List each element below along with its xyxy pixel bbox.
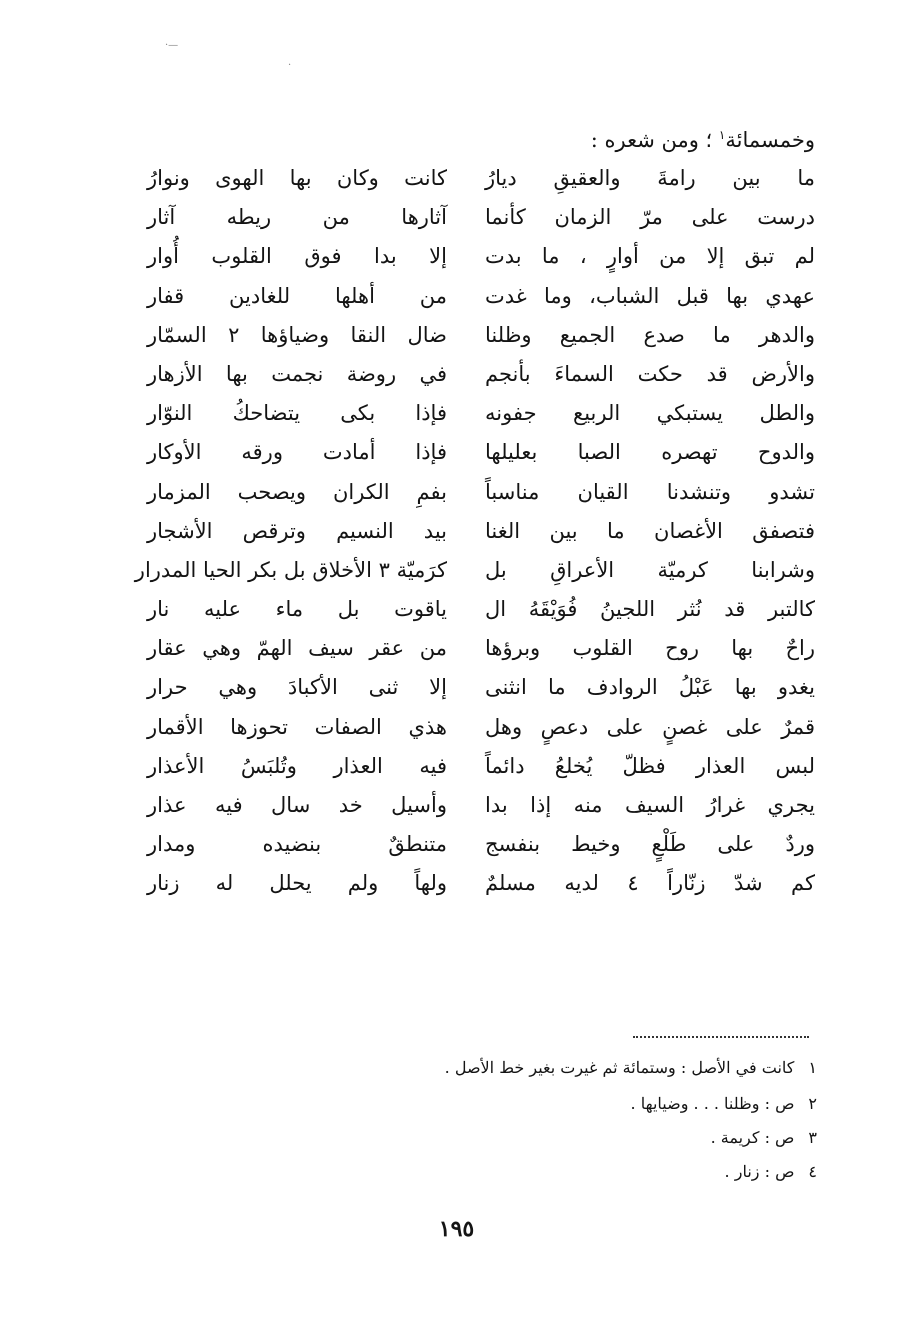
poem-verse [148,591,815,630]
poem-verse [148,748,815,787]
footnote-number: ٣ [808,1128,817,1147]
intro-text: وخمسمائة [725,128,815,152]
poem-verse [148,513,815,552]
verse-second-hemistich: ضال النقا وضياؤها ٢ السمّار [147,322,447,347]
poem-verse [148,278,815,317]
verse-second-hemistich: فيه العذار وتُلبَسُ الأعذار [147,753,447,778]
verse-second-hemistich: متنطقٌ بنضيده ومدار [147,832,447,857]
poem-verse [148,356,815,395]
verse-first-hemistich: راحٌ بها روح القلوب وبرؤها [485,636,815,661]
verse-second-hemistich: فإذا أمادت ورقه الأوكار [147,440,447,465]
poem-verse [148,630,815,669]
poem-verse [148,395,815,434]
footnote-text: ص : كريمة . [710,1128,795,1147]
poem-verse [148,434,815,473]
poem-verse [148,826,815,865]
verse-second-hemistich: ياقوت بل ماء عليه نار [147,597,447,622]
verse-second-hemistich: كانت وكان بها الهوى ونوارُ [147,166,447,190]
verse-first-hemistich: عهدي بها قبل الشباب، وما غدت [485,283,815,308]
footnote-text: كانت في الأصل : وستمائة ثم غيرت بغير خط الأصل . [444,1058,795,1077]
verse-first-hemistich: لبس العذار فظلّ يُخلعُ دائماً [485,753,815,778]
verse-second-hemistich: إلا ثنى الأكبادَ وهي حرار [147,675,447,700]
poem-verse [148,669,815,708]
verse-first-hemistich: والطل يستبكي الربيع جفونه [485,401,815,426]
footnote-number: ٤ [808,1162,817,1181]
poem-verse [148,787,815,826]
poem-verse [148,709,815,748]
verse-first-hemistich: والدوح تهصره الصبا بعليلها [485,440,815,465]
footnote [725,1162,817,1181]
verse-second-hemistich: ولهاً ولم يحلل له زنار [147,871,447,896]
verse-first-hemistich: والدهر ما صدع الجميع وظلنا [485,322,815,347]
verse-second-hemistich: بيد النسيم وترقص الأشجار [147,518,447,543]
verse-first-hemistich: ما بين رامةَ والعقيقِ ديارُ [485,166,815,190]
poem-verse [148,199,815,238]
footnote-ref: ١ [718,128,726,142]
verse-first-hemistich: درست على مرّ الزمان كأنما [485,205,815,230]
verse-second-hemistich: آثارها من ريطه آثار [147,205,447,230]
verse-second-hemistich: بفمِ الكران ويصحب المزمار [147,479,447,504]
verse-first-hemistich: وردٌ على طَلْعٍ وخيط بنفسج [485,832,815,857]
verse-second-hemistich: كرَميّة ٣ الأخلاق بل بكر الحيا المدرار [134,557,447,582]
poem-verse [148,474,815,513]
scan-speck: · [288,60,292,71]
footnote-text: ص : وظلنا . . . وضيايها . [630,1094,795,1113]
verse-second-hemistich: وأسيل خد سال فيه عذار [147,793,447,817]
intro-line [591,128,815,152]
verse-first-hemistich: تشدو وتنشدنا القيان مناسباً [485,479,815,504]
footnote [445,1058,817,1077]
verse-first-hemistich: والأرض قد حكت السماءَ بأنجم [485,361,815,386]
footnote-separator [633,1036,809,1038]
verse-second-hemistich: فإذا بكى يتضاحكُ النوّار [147,401,447,426]
verse-first-hemistich: فتصفق الأغصان ما بين الغنا [485,518,815,543]
poem-verse [148,317,815,356]
verse-first-hemistich: لم تبق إلا من أوارٍ ، ما بدت [485,244,815,269]
footnote-number: ٢ [808,1094,817,1113]
poem-verse [148,160,815,199]
verse-first-hemistich: وشرابنا كرميّة الأعراقِ بل [485,557,815,582]
verse-second-hemistich: إلا بدا فوق القلوب أُوار [147,244,447,269]
verse-first-hemistich: قمرٌ على غصنٍ على دعصٍ وهل [485,714,815,739]
footnote [631,1094,817,1113]
poem-verse [148,865,815,904]
verse-second-hemistich: في روضة نجمت بها الأزهار [147,361,447,386]
footnote-number: ١ [808,1058,817,1077]
intro-rest: ؛ ومن شعره : [590,128,713,152]
footnote-text: ص : زنار . [724,1162,795,1181]
verse-second-hemistich: هذي الصفات تحوزها الأقمار [147,714,447,739]
poem-verse [134,552,815,591]
footnote [711,1128,817,1147]
verse-first-hemistich: يغدو بها عَبْلُ الروادف ما انثنى [485,675,815,700]
verse-second-hemistich: من عقر سيف الهمّ وهي عقار [147,636,447,661]
scan-speck: ·— [165,40,179,51]
poem [134,160,815,905]
poem-verse [148,238,815,277]
verse-first-hemistich: كم شدّ زنّاراً ٤ لديه مسلمٌ [485,871,815,896]
verse-first-hemistich: كالتبر قد نُثر اللجينُ فُوَيْقَهُ ال [485,597,815,622]
verse-second-hemistich: من أهلها للغادين قفار [147,283,447,308]
verse-first-hemistich: يجري غرارُ السيف منه إذا بدا [485,793,815,817]
page-number: ١٩٥ [438,1216,475,1242]
